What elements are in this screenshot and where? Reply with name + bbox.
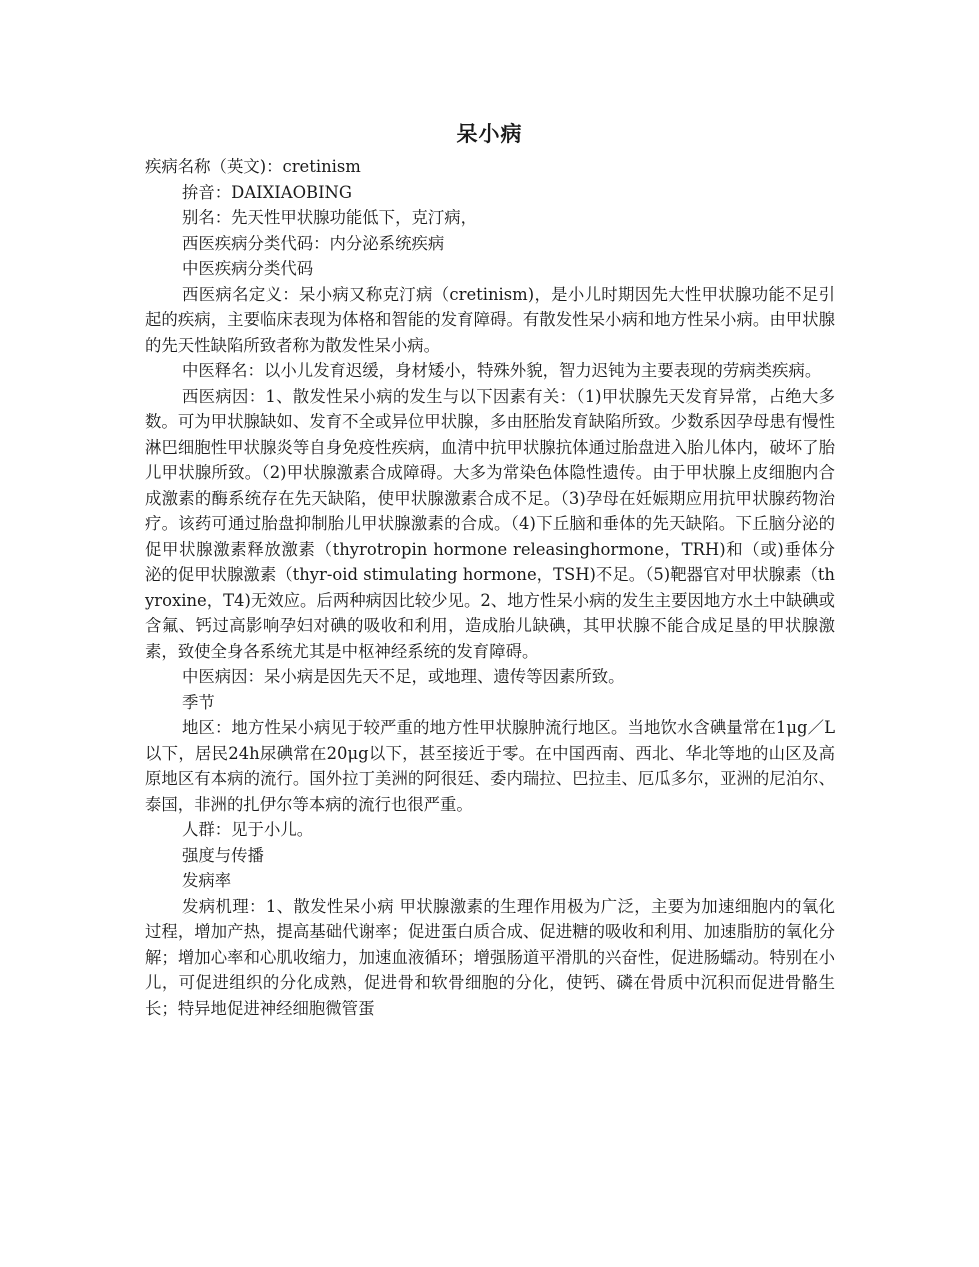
paragraph-pathogenesis: 发病机理：1、散发性呆小病 甲状腺激素的生理作用极为广泛，主要为加速细胞内的氧化过程，增加产热，提高基础代谢率；促进蛋白质合成、促进糖的吸收和利用、加速脂肪的氧化分解；增加心率和心肌收缩力，加速血液循环；增强肠道平滑肌的兴奋性，促进肠蠕动。特别在小儿，可促进组织的分化成熟，促进骨和软骨细胞的分化，使钙、磷在骨质中沉积而促进骨骼生长；特异地促进神经细胞微管蛋 <box>145 896 835 1018</box>
paragraph-season: 季节 <box>182 692 215 712</box>
document-body <box>145 154 835 1021</box>
paragraph-western-etiology: 西医病因：1、散发性呆小病的发生与以下因素有关：（1)甲状腺先天发育异常，占绝大多数。可为甲状腺缺如、发育不全或异位甲状腺，多由胚胎发育缺陷所致。少数系因孕母患有慢性淋巴细胞性甲状腺炎等自身免疫性疾病，血清中抗甲状腺抗体通过胎盘进入胎儿体内，破坏了胎儿甲状腺所致。（2)甲状腺激素合成障碍。大多为常染色体隐性遗传。由于甲状腺上皮细胞内合成激素的酶系统存在先天缺陷，使甲状腺激素合成不足。（3)孕母在妊娠期应用抗甲状腺药物治疗。该药可通过胎盘抑制胎儿甲状腺激素的合成。（4)下丘脑和垂体的先天缺陷。下丘脑分泌的促甲状腺激素释放激素（thyrotropin hormone releasinghormone，TRH)和（或)垂体分泌的促甲状腺激素（thyr-oid stimulating hormone，TSH)不足。（5)靶器官对甲状腺素（thyroxine，T4)无效应。后两种病因比较少见。2、地方性呆小病的发生主要因地方水土中缺碘或含氟、钙过高影响孕妇对碘的吸收和利用，造成胎儿缺碘，其甲状腺不能合成足垦的甲状腺激素，致使全身各系统尤其是中枢神经系统的发育障碍。 <box>145 386 835 661</box>
paragraph-western-classification: 西医疾病分类代码：内分泌系统疾病 <box>182 233 445 253</box>
document-title: 呆小病 <box>456 121 523 146</box>
paragraph-incidence: 发病率 <box>182 871 232 890</box>
paragraph-pinyin: 拚音：DAIXIAOBING <box>182 182 352 202</box>
paragraph-region: 地区：地方性呆小病见于较严重的地方性甲状腺肿流行地区。当地饮水含碘量常在1μg／L以下，居民24h尿碘常在20μg以下，甚至接近于零。在中国西南、西北、华北等地的山区及高原地区有本病的流行。国外拉丁美洲的阿很廷、委内瑞拉、巴拉圭、厄瓜多尔，亚洲的尼泊尔、泰国，非洲的扎伊尔等本病的流行也很严重。 <box>145 718 835 814</box>
paragraph-intensity-transmission: 强度与传播 <box>182 845 264 865</box>
paragraph-western-definition: 西医病名定义：呆小病又称克汀病（cretinism)，是小儿时期因先大性甲状腺功能不足引起的疾病，主要临床表现为体格和智能的发育障碍。有散发性呆小病和地方性呆小病。由甲状腺的先天性缺陷所致者称为散发性呆小病。 <box>145 284 835 355</box>
paragraph-tcm-classification: 中医疾病分类代码 <box>182 259 314 278</box>
paragraph-alias: 别名：先天性甲状腺功能低下，克汀病， <box>182 208 478 227</box>
paragraph-tcm-etiology: 中医病因：呆小病是因先天不足，或地理、遗传等因素所致。 <box>182 667 625 686</box>
paragraph-disease-name-english: 疾病名称（英文)：cretinism <box>145 157 361 176</box>
paragraph-tcm-definition: 中医释名：以小儿发育迟缓，身材矮小，特殊外貌，智力迟钝为主要表现的劳病类疾病。 <box>182 361 822 380</box>
paragraph-population: 人群：见于小儿。 <box>182 820 314 839</box>
